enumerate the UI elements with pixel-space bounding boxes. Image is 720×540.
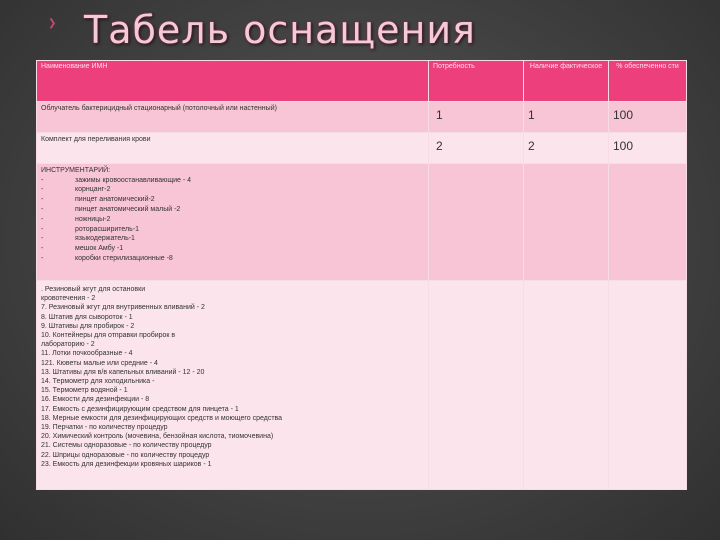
- list-item: 23. Емкость для дезинфекции кровяных шариков - 1: [41, 460, 212, 468]
- list-item: 20. Химический контроль (мочевина, бензойная кислота, тиомочевина): [41, 433, 274, 441]
- list-item: 121. Кюветы малые или средние - 4: [41, 359, 158, 367]
- header-actual: Наличие фактическое: [524, 61, 609, 102]
- empty-cell: [429, 164, 524, 281]
- list-item: 22. Шприцы одноразовые - по количеству процедур: [41, 451, 210, 459]
- row-actual: 2: [524, 133, 609, 164]
- header-need: Потребность: [429, 61, 524, 102]
- list-item: - мешок Амбу -1: [41, 245, 124, 253]
- empty-cell: [609, 281, 687, 490]
- table-row-instruments: [37, 164, 687, 281]
- empty-cell: [524, 164, 609, 281]
- empty-cell: [429, 281, 524, 490]
- list-item: 18. Мерные емкости для дезинфицирующих средств и моющего средства: [41, 414, 283, 422]
- row-name: Комплект для переливания крови: [37, 133, 429, 164]
- table-row: [37, 102, 687, 133]
- list-item: 19. Перчатки - по количеству процедур: [41, 424, 168, 432]
- instruments-list: [41, 176, 424, 264]
- list-item: 11. Лотки почкообразные - 4: [41, 350, 133, 358]
- table-header-row: [37, 61, 687, 102]
- list-item: - коробки стерилизационные -8: [41, 254, 173, 262]
- row-name: Облучатель бактерицидный стационарный (потолочный или настенный): [37, 102, 429, 133]
- list-item: 17. Емкость с дезинфицирующим средством для пинцета - 1: [41, 405, 239, 413]
- list-item: - роторасширитель-1: [41, 225, 140, 233]
- list-item: 16. Емкости для дезинфекции - 8: [41, 396, 150, 404]
- table-row: [37, 133, 687, 164]
- equipment-cell: [37, 281, 429, 490]
- empty-cell: [524, 281, 609, 490]
- list-item: кровотечения - 2: [41, 295, 96, 303]
- list-item: 21. Системы одноразовые - по количеству процедур: [41, 442, 212, 450]
- row-need: 1: [429, 102, 524, 133]
- empty-cell: [609, 164, 687, 281]
- list-item: 7. Резиновый жгут для внутривенных вливаний - 2: [41, 304, 205, 312]
- list-item: 8. Штатив для сывороток - 1: [41, 313, 133, 321]
- equipment-table-wrapper: [36, 60, 686, 490]
- table-row-equipment: [37, 281, 687, 490]
- list-item: 15. Термометр водяной - 1: [41, 387, 128, 395]
- list-item: 14. Термометр для холодильника -: [41, 378, 155, 386]
- list-item: - зажимы кровоостанавливающие - 4: [41, 176, 192, 184]
- equipment-list: [41, 283, 424, 469]
- list-item: - языкодержатель-1: [41, 235, 135, 243]
- row-actual: 1: [524, 102, 609, 133]
- slide-bullet-icon: ❯: [48, 18, 57, 29]
- row-percent: 100: [609, 133, 687, 164]
- list-item: - пинцет анатомический малый -2: [41, 205, 181, 213]
- equipment-table: [36, 60, 687, 490]
- row-need: 2: [429, 133, 524, 164]
- list-item: - корнцанг-2: [41, 186, 111, 194]
- page-title: Табель оснащения: [84, 8, 476, 52]
- list-item: лабораторию - 2: [41, 341, 95, 349]
- list-item: - пинцет анатомический-2: [41, 196, 155, 204]
- list-item: . Резиновый жгут для остановки: [41, 286, 146, 293]
- list-item: 13. Штативы для в/в капельных вливаний - 12 - 20: [41, 368, 205, 376]
- instruments-cell: [37, 164, 429, 281]
- instruments-heading: ИНСТРУМЕНТАРИЙ:: [41, 167, 111, 174]
- header-percent: % обеспеченно сти: [609, 61, 687, 102]
- list-item: 10. Контейнеры для отправки пробирок в: [41, 332, 176, 340]
- list-item: - ножницы-2: [41, 215, 111, 223]
- list-item: 9. Штативы для пробирок - 2: [41, 322, 135, 330]
- header-name: Наименование ИМН: [37, 61, 429, 102]
- row-percent: 100: [609, 102, 687, 133]
